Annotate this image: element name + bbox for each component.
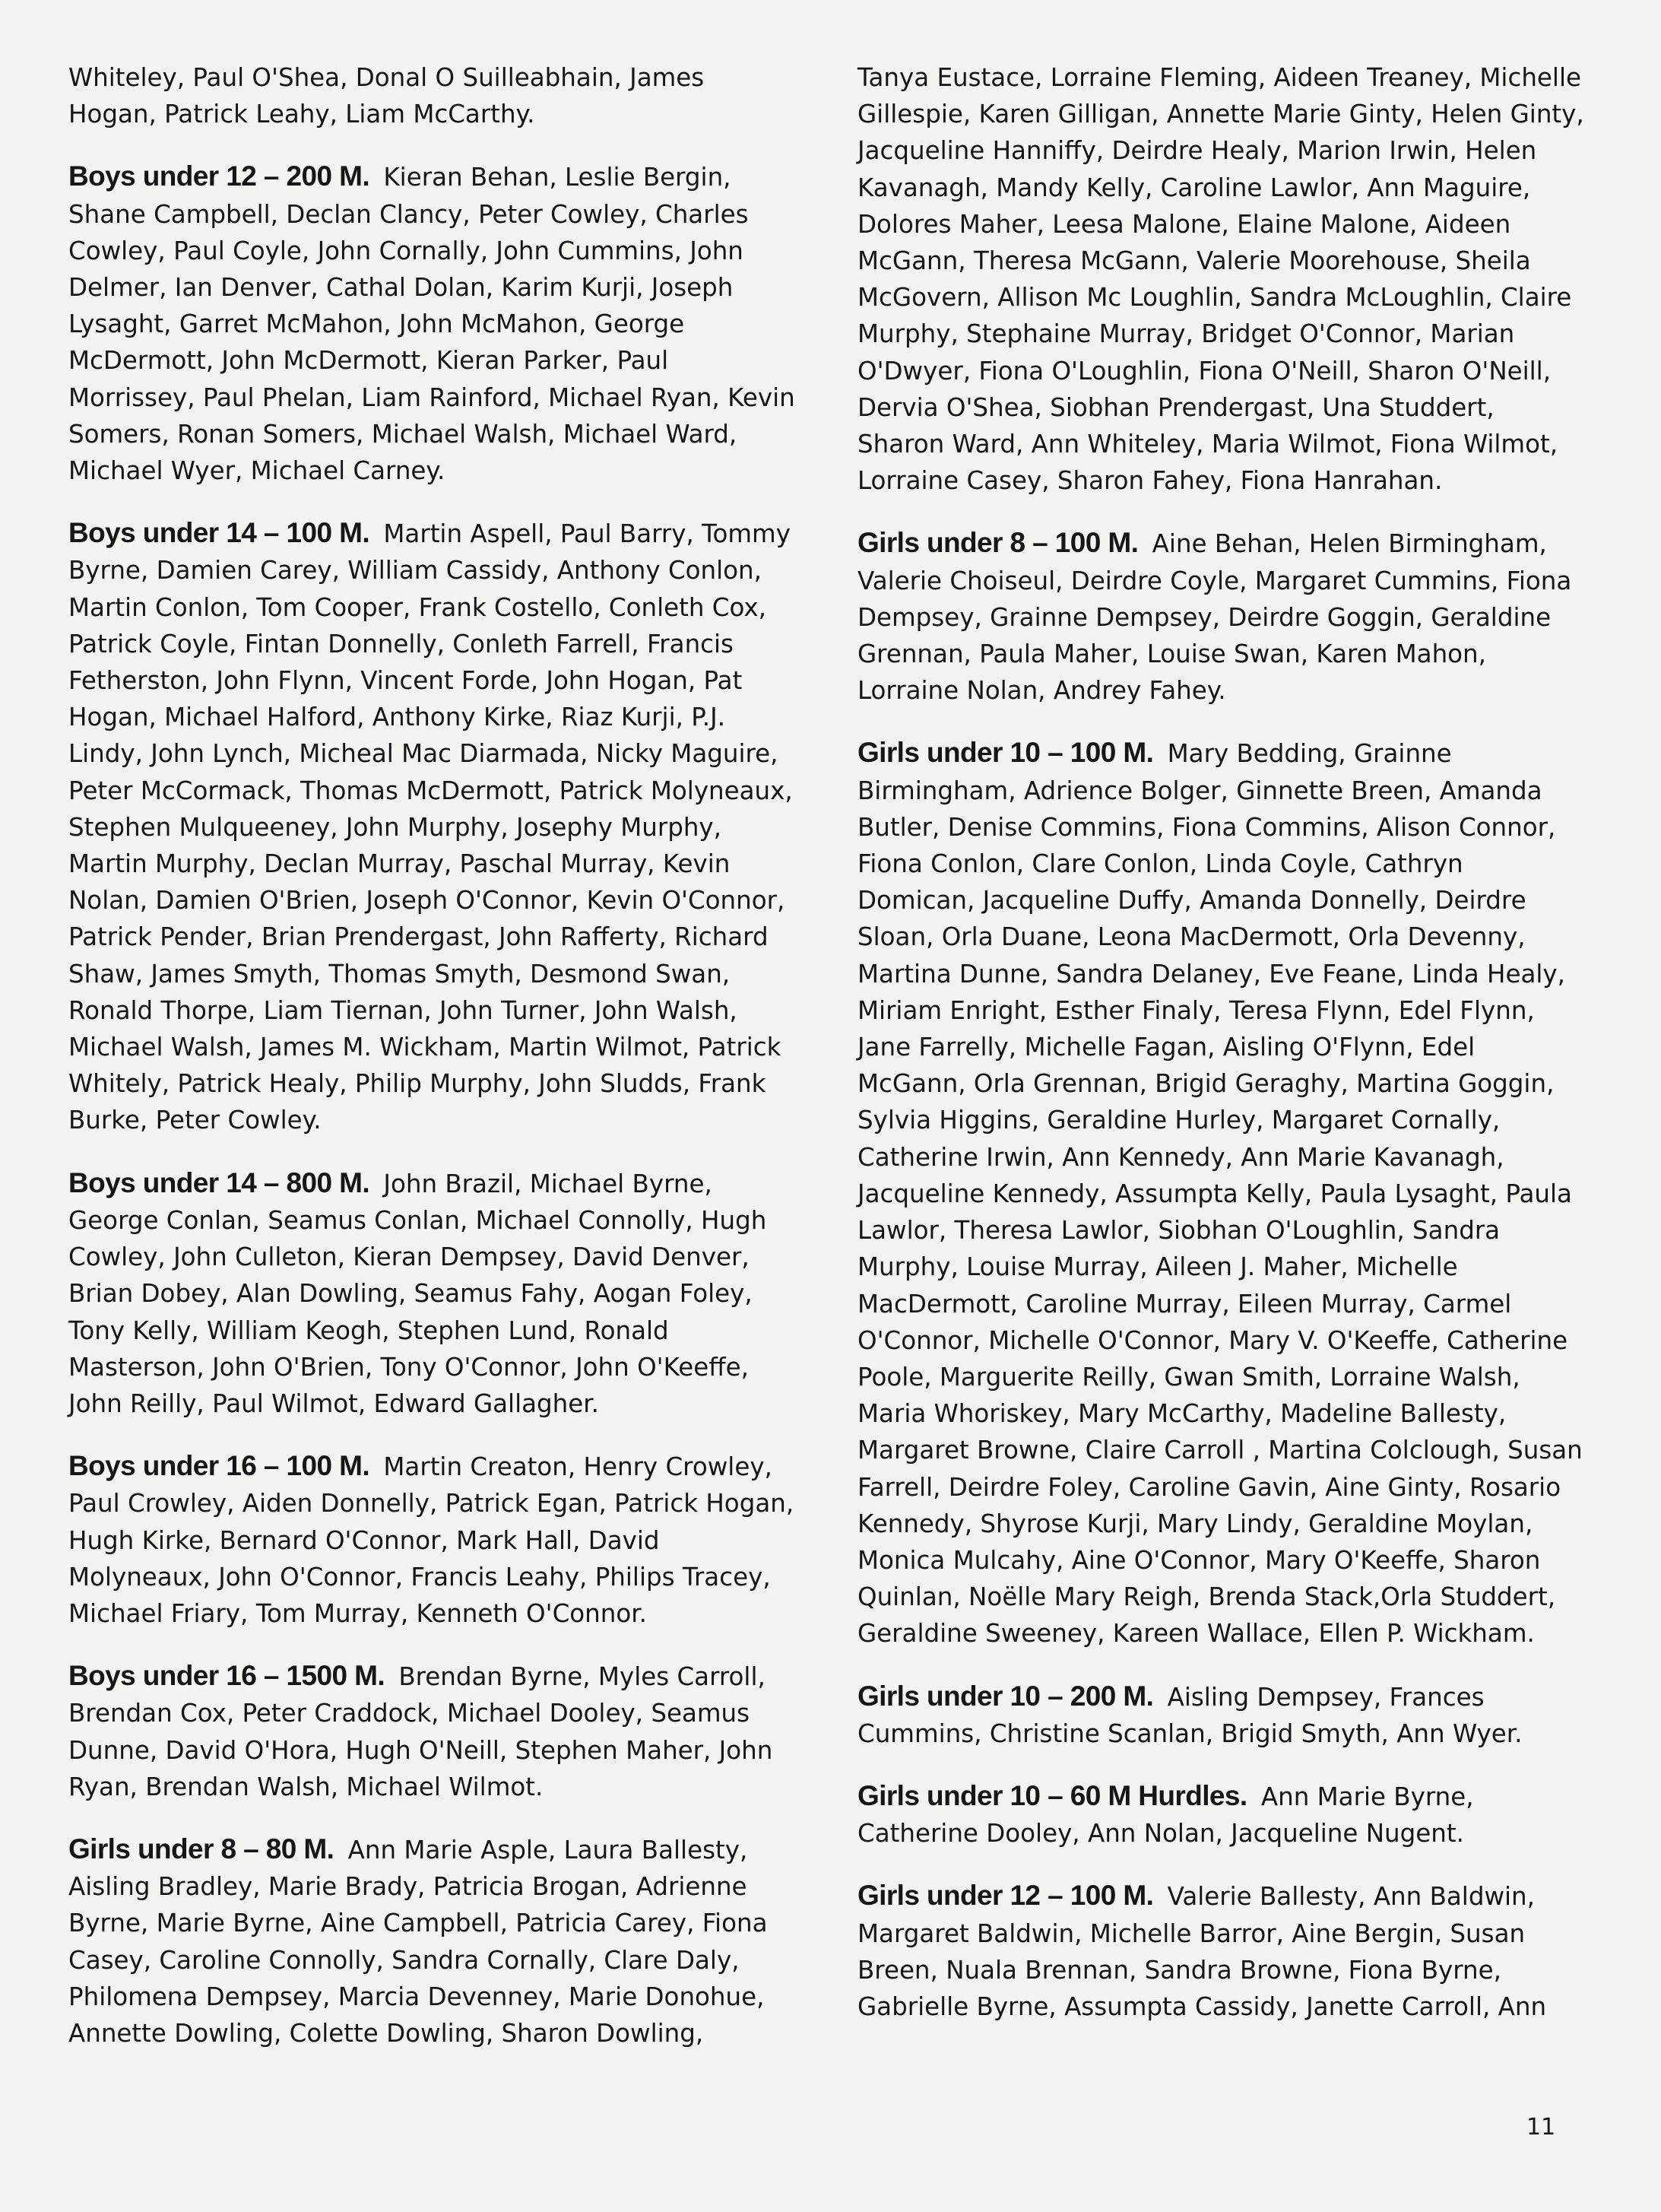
entry-section bbox=[857, 735, 1587, 1652]
section-heading: Girls under 8 – 80 M. bbox=[68, 1833, 334, 1864]
section-names: Aine Behan, Helen Birmingham, Valerie Choiseul, Deirdre Coyle, Margaret Cummins, Fiona Dempsey, Grainne Dempsey, Deirdre Goggin, Geraldine Grennan, Paula Maher, Louise Swan, Karen Mahon, Lorraine Nolan, Andrey Fahey. bbox=[857, 529, 1572, 706]
section-names: John Brazil, Michael Byrne, George Conlan, Seamus Conlan, Michael Connolly, Hugh Cowley, John Culleton, Kieran Dempsey, David Denver, Brian Dobey, Alan Dowling, Seamus Fahy, Aogan Foley, Tony Kelly, William Keogh, Stephen Lund, Ronald Masterson, John O'Brien, Tony O'Connor, John O'Keeffe, John Reilly, Paul Wilmot, Edward Gallagher. bbox=[68, 1169, 767, 1418]
section-names: Ann Marie Asple, Laura Ballesty, Aisling Bradley, Marie Brady, Patricia Brogan, Adrienne Byrne, Marie Byrne, Aine Campbell, Patricia Carey, Fiona Casey, Caroline Connolly, Sandra Cornally, Clare Daly, Philomena Dempsey, Marcia Devenney, Marie Donohue, Annette Dowling, Colette Dowling, Sharon Dowling, bbox=[68, 1835, 768, 2048]
page-number: 11 bbox=[1526, 2114, 1556, 2141]
section-heading: Girls under 8 – 100 M. bbox=[857, 527, 1139, 559]
entry-section bbox=[857, 525, 1587, 709]
section-names: Ann Marie Byrne, Catherine Dooley, Ann Nolan, Jacqueline Nugent. bbox=[857, 1782, 1474, 1849]
entry-section bbox=[68, 515, 798, 1138]
section-names: Martin Creaton, Henry Crowley, Paul Crowley, Aiden Donnelly, Patrick Egan, Patrick Hogan, Hugh Kirke, Bernard O'Connor, Mark Hall, David Molyneaux, John O'Connor, Francis Leahy, Philips Tracey, Michael Friary, Tom Murray, Kenneth O'Connor. bbox=[68, 1452, 794, 1628]
section-names: Kieran Behan, Leslie Bergin, Shane Campbell, Declan Clancy, Peter Cowley, Charles Cowley, Paul Coyle, John Cornally, John Cummins, John Delmer, Ian Denver, Cathal Dolan, Karim Kurji, Joseph Lysaght, Garret McMahon, John McMahon, George McDermott, John McDermott, Kieran Parker, Paul Morrissey, Paul Phelan, Liam Rainford, Michael Ryan, Kevin Somers, Ronan Somers, Michael Walsh, Michael Ward, Michael Wyer, Michael Carney. bbox=[68, 163, 795, 486]
section-heading: Boys under 14 – 100 M. bbox=[68, 517, 370, 549]
section-names: Brendan Byrne, Myles Carroll, Brendan Cox, Peter Craddock, Michael Dooley, Seamus Dunne, David O'Hora, Hugh O'Neill, Stephen Maher, John Ryan, Brendan Walsh, Michael Wilmot. bbox=[68, 1662, 773, 1801]
section-names: Mary Bedding, Grainne Birmingham, Adrience Bolger, Ginnette Breen, Amanda Butler, Denise Commins, Fiona Commins, Alison Connor, Fiona Conlon, Clare Conlon, Linda Coyle, Cathryn Domican, Jacqueline Duffy, Amanda Donnelly, Deirdre Sloan, Orla Duane, Leona MacDermott, Orla Devenny, Martina Dunne, Sandra Delaney, Eve Feane, Linda Healy, Miriam Enright, Esther Finaly, Teresa Flynn, Edel Flynn, Jane Farrelly, Michelle Fagan, Aisling O'Flynn, Edel McGann, Orla Grennan, Brigid Geraghy, Martina Goggin, Sylvia Higgins, Geraldine Hurley, Margaret Cornally, Catherine Irwin, Ann Kennedy, Ann Marie Kavanagh, Jacqueline Kennedy, Assumpta Kelly, Paula Lysaght, Paula Lawlor, Theresa Lawlor, Siobhan O'Loughlin, Sandra Murphy, Louise Murray, Aileen J. Maher, Michelle MacDermott, Caroline Murray, Eileen Murray, Carmel O'Connor, Michelle O'Connor, Mary V. O'Keeffe, Catherine Poole, Marguerite Reilly, Gwan Smith, Lorraine Walsh, Maria Whoriskey, Mary McCarthy, Madeline Ballesty, Margaret Browne, Claire Carroll , Martina Colclough, Susan Farrell, Deirdre Foley, Caroline Gavin, Aine Ginty, Rosario Kennedy, Shyrose Kurji, Mary Lindy, Geraldine Moylan, Monica Mulcahy, Aine O'Connor, Mary O'Keeffe, Sharon Quinlan, Noëlle Mary Reigh, Brenda Stack,Orla Studdert, Geraldine Sweeney, Kareen Wallace, Ellen P. Wickham. bbox=[857, 739, 1583, 1649]
section-heading: Girls under 10 – 60 M Hurdles. bbox=[857, 1779, 1247, 1811]
continuation-text: Whiteley, Paul O'Shea, Donal O Suilleabhain, James Hogan, Patrick Leahy, Liam McCarthy. bbox=[68, 63, 705, 129]
entry-section bbox=[68, 158, 798, 489]
section-names: Valerie Ballesty, Ann Baldwin, Margaret Baldwin, Michelle Barror, Aine Bergin, Susan Breen, Nuala Brennan, Sandra Browne, Fiona Byrne, Gabrielle Byrne, Assumpta Cassidy, Janette Carroll, Ann bbox=[857, 1882, 1547, 2021]
entry-section bbox=[68, 1831, 798, 2052]
section-names: Aisling Dempsey, Frances Cummins, Christine Scanlan, Brigid Smyth, Ann Wyer. bbox=[857, 1682, 1523, 1748]
entry-section bbox=[68, 1658, 798, 1805]
section-heading: Girls under 10 – 200 M. bbox=[857, 1680, 1154, 1712]
entry-section bbox=[68, 1448, 798, 1632]
section-names: Martin Aspell, Paul Barry, Tommy Byrne, Damien Carey, William Cassidy, Anthony Conlon, Martin Conlon, Tom Cooper, Frank Costello, Conleth Cox, Patrick Coyle, Fintan Donnelly, Conleth Farrell, Francis Fetherston, John Flynn, Vincent Forde, John Hogan, Pat Hogan, Michael Halford, Anthony Kirke, Riaz Kurji, P.J. Lindy, John Lynch, Micheal Mac Diarmada, Nicky Maguire, Peter McCormack, Thomas McDermott, Patrick Molyneaux, Stephen Mulqueeney, John Murphy, Josephy Murphy, Martin Murphy, Declan Murray, Paschal Murray, Kevin Nolan, Damien O'Brien, Joseph O'Connor, Kevin O'Connor, Patrick Pender, Brian Prendergast, John Rafferty, Richard Shaw, James Smyth, Thomas Smyth, Desmond Swan, Ronald Thorpe, Liam Tiernan, John Turner, John Walsh, Michael Walsh, James M. Wickham, Martin Wilmot, Patrick Whitely, Patrick Healy, Philip Murphy, John Sludds, Frank Burke, Peter Cowley. bbox=[68, 519, 793, 1135]
section-heading: Girls under 12 – 100 M. bbox=[857, 1880, 1154, 1912]
entry-section bbox=[68, 1165, 798, 1422]
section-heading: Boys under 12 – 200 M. bbox=[68, 160, 370, 192]
continuation-text: Tanya Eustace, Lorraine Fleming, Aideen Treaney, Michelle Gillespie, Karen Gilligan, Annette Marie Ginty, Helen Ginty, Jacqueline Hanniffy, Deirdre Healy, Marion Irwin, Helen Kavanagh, Mandy Kelly, Caroline Lawlor, Ann Maguire, Dolores Maher, Leesa Malone, Elaine Malone, Aideen McGann, Theresa McGann, Valerie Moorehouse, Sheila McGovern, Allison Mc Loughlin, Sandra McLoughlin, Claire Murphy, Stephaine Murray, Bridget O'Connor, Marian O'Dwyer, Fiona O'Loughlin, Fiona O'Neill, Sharon O'Neill, Dervia O'Shea, Siobhan Prendergast, Una Studdert, Sharon Ward, Ann Whiteley, Maria Wilmot, Fiona Wilmot, Lorraine Casey, Sharon Fahey, Fiona Hanrahan. bbox=[857, 63, 1584, 496]
section-heading: Boys under 16 – 1500 M. bbox=[68, 1660, 385, 1692]
section-heading: Girls under 10 – 100 M. bbox=[857, 737, 1154, 769]
section-heading: Boys under 14 – 800 M. bbox=[68, 1166, 370, 1198]
section-heading: Boys under 16 – 100 M. bbox=[68, 1450, 370, 1482]
entry-section bbox=[857, 1678, 1587, 1752]
left-column bbox=[68, 59, 798, 2077]
right-column bbox=[857, 59, 1587, 2051]
entry-section bbox=[857, 1778, 1587, 1852]
entry-section bbox=[857, 1877, 1587, 2025]
